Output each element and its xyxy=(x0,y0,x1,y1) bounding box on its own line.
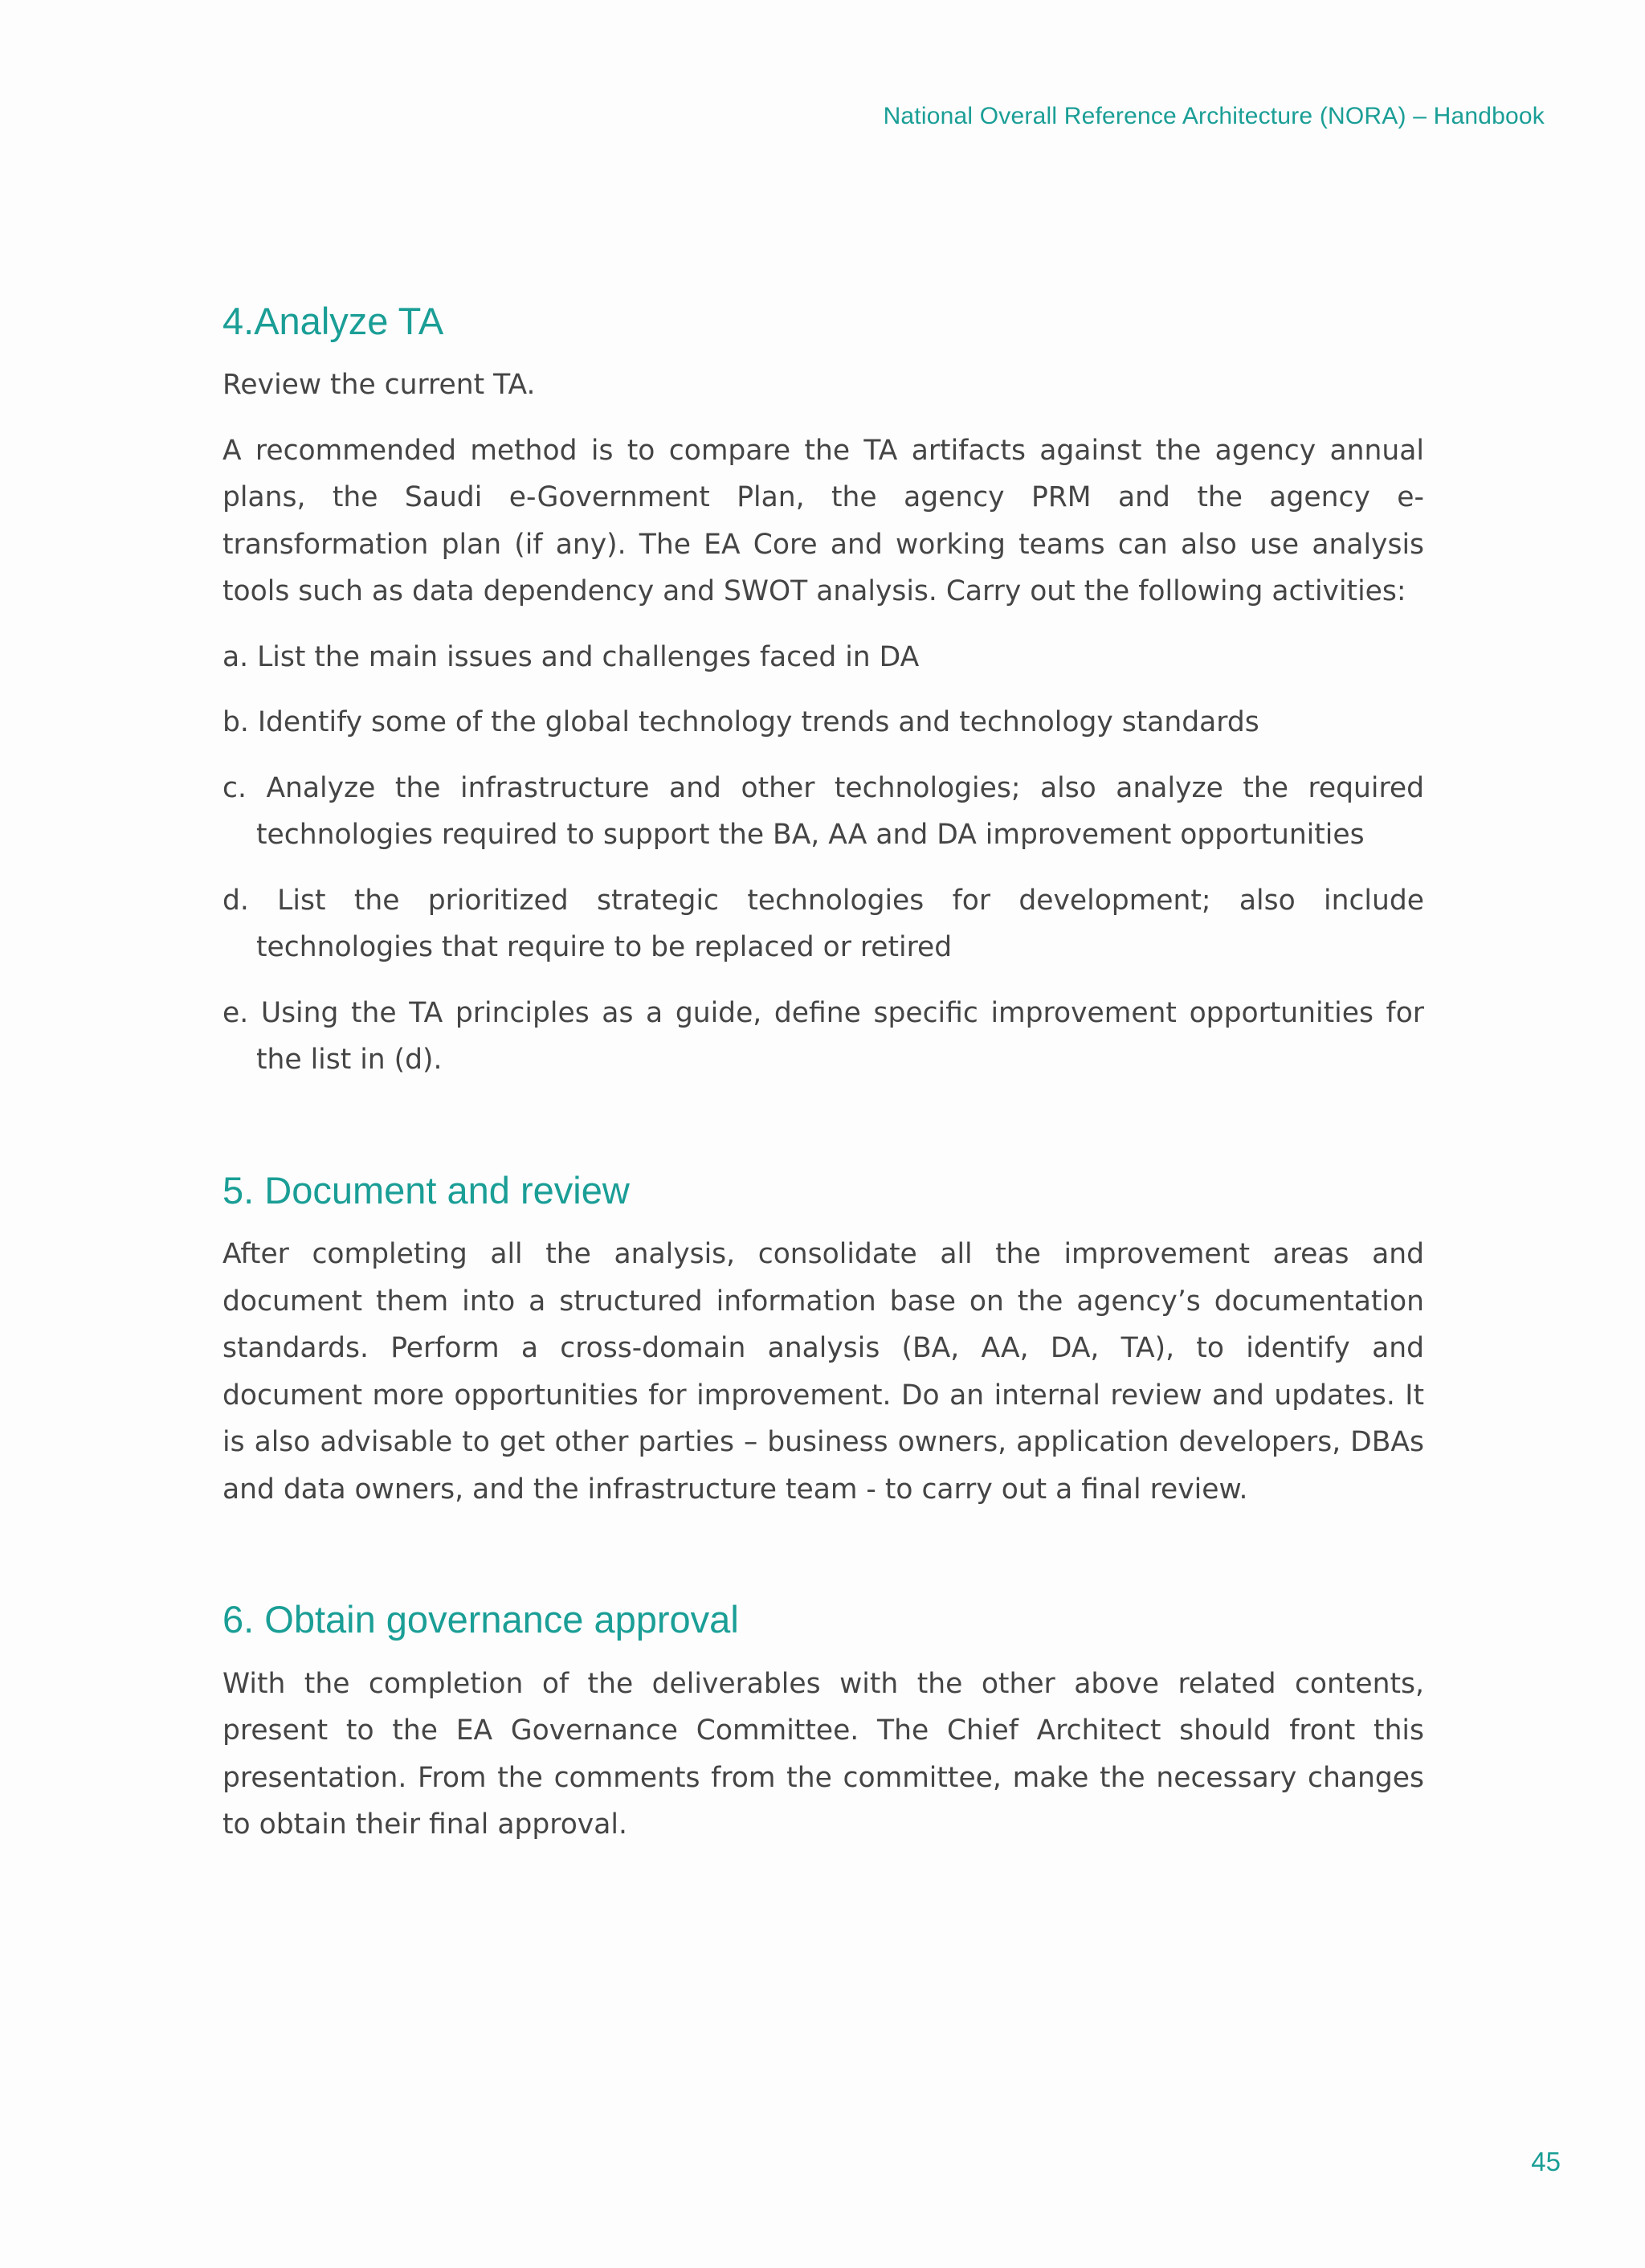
list-item: d. List the prioritized strategic technologies for development; also include technologies that require to be replaced or retired xyxy=(222,884,1424,964)
activity-list xyxy=(222,634,1424,1084)
list-item: a. List the main issues and challenges faced in DA xyxy=(222,640,920,673)
section-obtain-governance-approval xyxy=(222,1597,1424,1848)
running-header: National Overall Reference Architecture (NORA) – Handbook xyxy=(883,103,1545,129)
paragraph: Review the current TA. xyxy=(222,369,536,402)
paragraph: With the completion of the deliverables with the other above related contents, present to the EA Governance Committee. The Chief Architect should front this presentation. From the comments from the committee, make the necessary changes to obtain their final approval. xyxy=(222,1667,1424,1841)
section-document-and-review xyxy=(222,1168,1424,1513)
section-heading: 5. Document and review xyxy=(222,1168,630,1212)
list-item: b. Identify some of the global technology trends and technology standards xyxy=(222,706,1259,739)
section-heading: 6. Obtain governance approval xyxy=(222,1598,739,1641)
paragraph: A recommended method is to compare the TA artifacts against the agency annual plans, the Saudi e-Government Plan, the agency PRM and the agency e-transformation plan (if any). The EA Core and working teams can also use analysis tools such as data dependency and SWOT analysis. Carry out the following activities: xyxy=(222,434,1424,608)
paragraph: After completing all the analysis, consolidate all the improvement areas and document them into a structured information base on the agency’s documentation standards. Perform a cross-domain analysis (BA, AA, DA, TA), to identify and document more opportunities for improvement. Do an internal review and updates. It is also advisable to get other parties – business owners, application developers, DBAs and data owners, and the infrastructure team - to carry out a final review. xyxy=(222,1238,1424,1506)
list-item: e. Using the TA principles as a guide, define specific improvement opportunities for the list in (d). xyxy=(222,996,1424,1077)
list-item: c. Analyze the infrastructure and other technologies; also analyze the required technologies required to support the BA, AA and DA improvement opportunities xyxy=(222,771,1424,852)
section-heading: 4.Analyze TA xyxy=(222,300,444,342)
page-number: 45 xyxy=(1531,2147,1561,2176)
page-content xyxy=(222,299,1424,1933)
section-analyze-ta xyxy=(222,299,1424,1084)
